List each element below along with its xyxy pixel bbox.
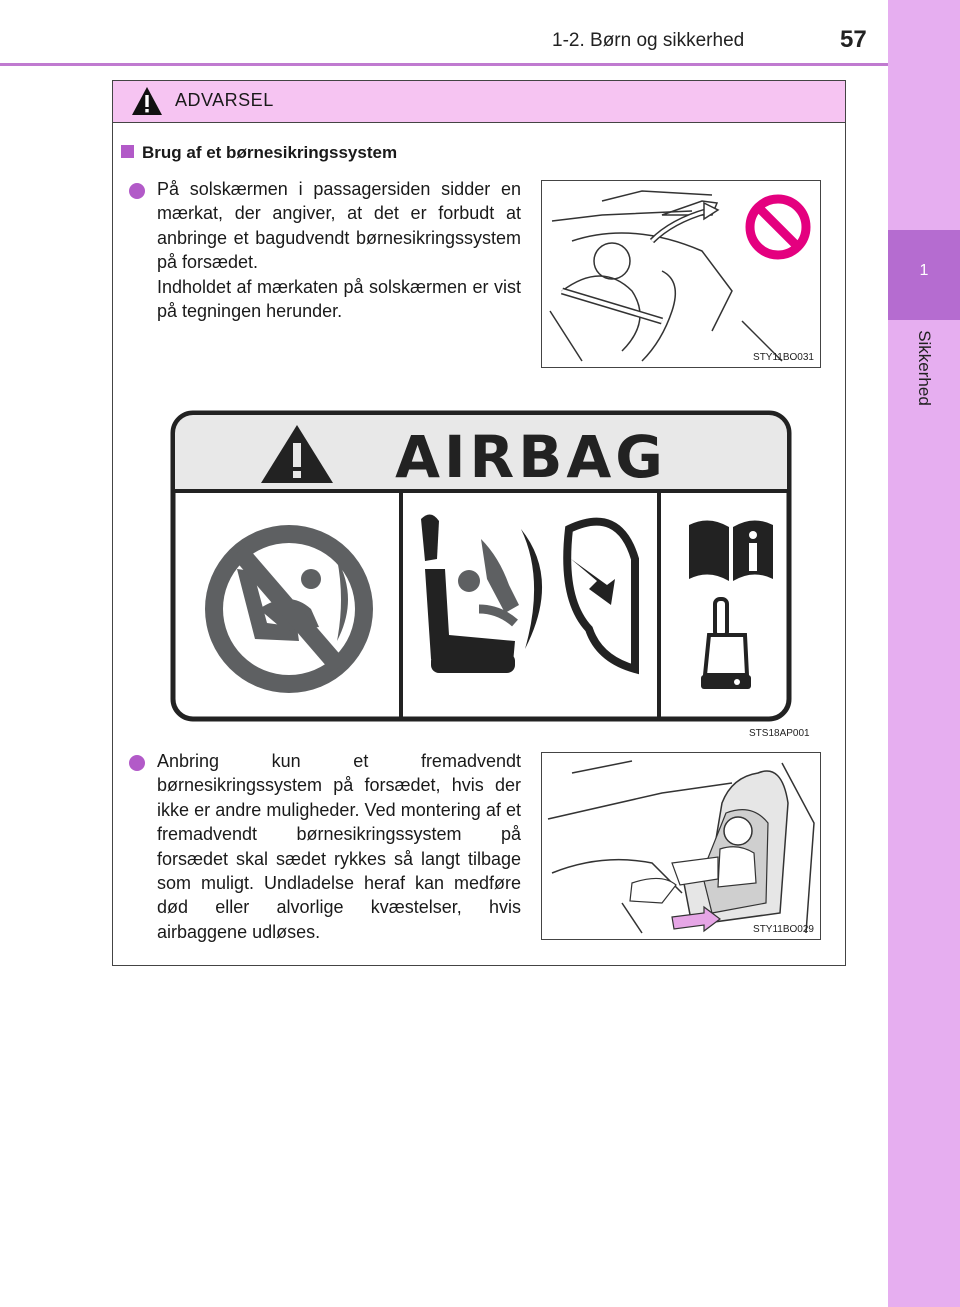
figure-code-2: STS18AP001 <box>749 728 810 739</box>
figure-code-3: STY11BO029 <box>753 924 814 935</box>
header-divider <box>0 63 888 66</box>
bullet-paragraph-2 <box>157 749 521 944</box>
warning-subheading-text: Brug af et børnesikringssystem <box>142 143 398 162</box>
car-interior-drawing <box>542 181 820 367</box>
figure-code-1: STY11BO031 <box>753 352 814 363</box>
airbag-warning-label <box>169 409 793 723</box>
warning-triangle-icon <box>131 86 163 116</box>
airbag-text: AIRBAG <box>395 423 667 491</box>
circle-bullet-icon <box>129 755 145 771</box>
warning-header <box>113 81 845 123</box>
bullet-1-line-a: På solskærmen i passagersiden sidder en mærkat, der angiver, at det er forbudt at anbringe et bagudvendt børnesikringssystem på forsædet. <box>157 179 521 273</box>
section-title: 1-2. Børn og sikkerhed <box>552 30 745 51</box>
circle-bullet-icon <box>129 183 145 199</box>
warning-box <box>112 80 846 966</box>
child-seat-drawing <box>542 753 820 939</box>
side-tab-strip <box>888 0 960 1307</box>
bullet-2-text: Anbring kun et fremadvendt børnesikringssystem på forsædet, hvis der ikke er andre muligheder. Ved montering af et fremadvendt børnesikringssystem på forsædet skal sædet rykkes så langt tilbage som muligt. Undladelse heraf kan medføre død eller alvorlige kvæstelser, hvis airbaggene udløses. <box>157 751 521 942</box>
chapter-label: Sikkerhed <box>915 330 934 406</box>
warning-subheading <box>121 143 397 163</box>
page-number: 57 <box>840 26 867 53</box>
square-bullet-icon <box>121 145 134 158</box>
no-rear-facing-seat-icon <box>205 525 373 693</box>
sunvisor-illustration <box>541 180 821 368</box>
bullet-1-line-b: Indholdet af mærkaten på solskærmen er vist på tegningen herunder. <box>157 276 521 322</box>
chapter-number: 1 <box>919 262 929 279</box>
bullet-paragraph-1 <box>157 177 521 323</box>
child-seat-illustration <box>541 752 821 940</box>
warning-title: ADVARSEL <box>175 90 274 110</box>
